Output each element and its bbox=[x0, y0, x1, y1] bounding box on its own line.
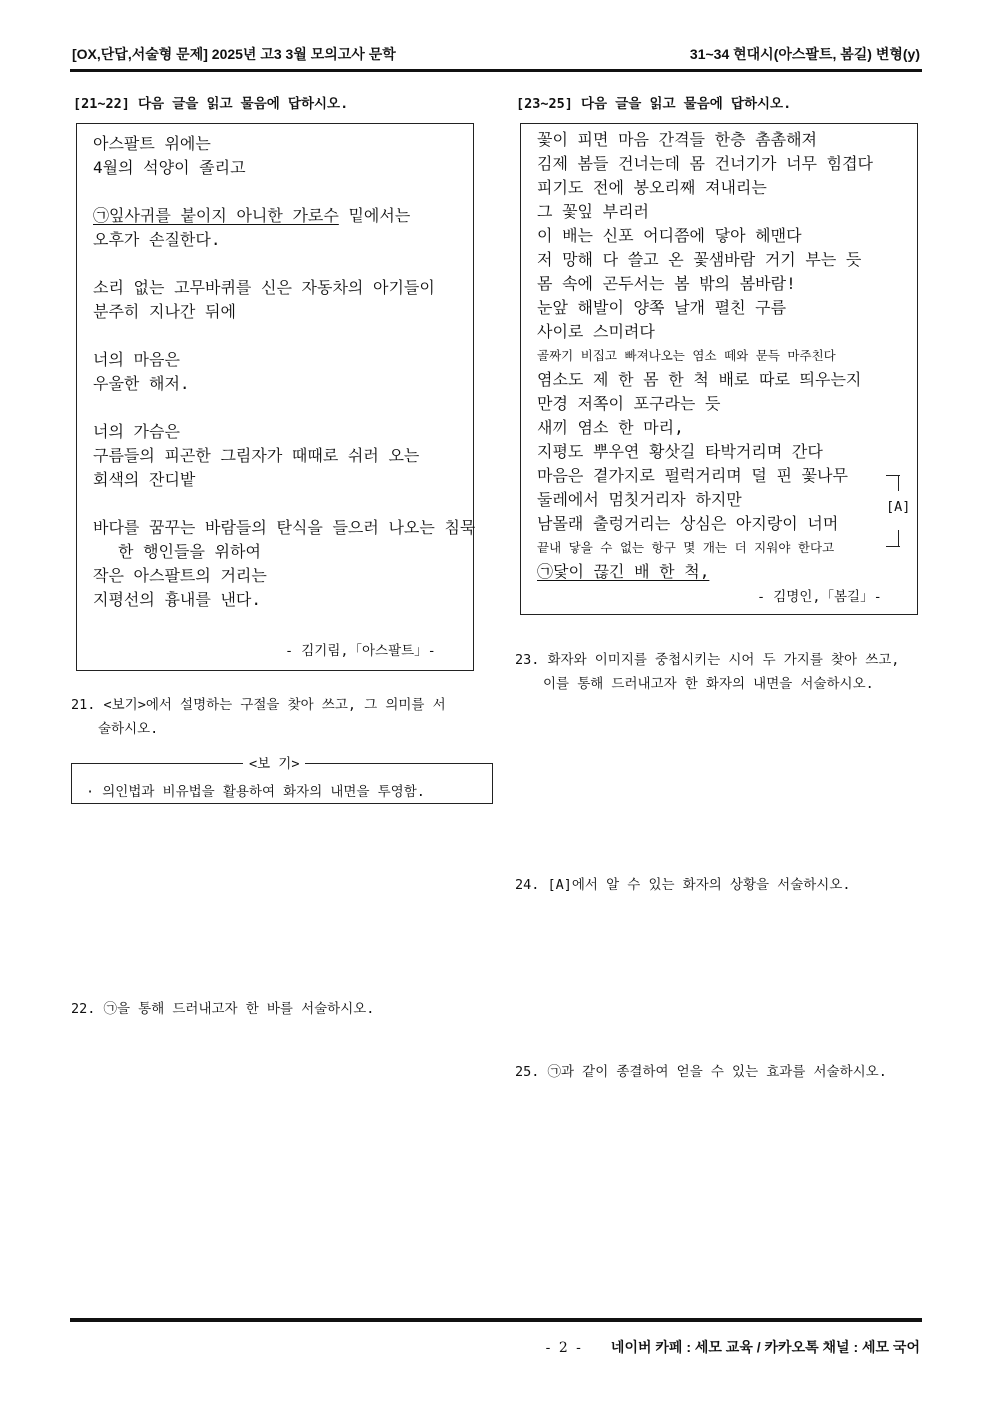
header-subtitle: 31~34 현대시(아스팔트, 봄길) 변형(y) bbox=[689, 46, 920, 62]
poem-line: 너의 가슴은 bbox=[93, 422, 180, 441]
poem-line: 한 행인들을 위하여 bbox=[118, 542, 261, 561]
poem-line: 끝내 닿을 수 없는 항구 몇 개는 더 지워야 한다고 bbox=[537, 540, 835, 555]
poem-line: 염소도 제 한 몸 한 척 배로 따로 띄우는지 bbox=[537, 370, 862, 389]
question-23-line1: 23. 화자와 이미지를 중첩시키는 시어 두 가지를 찾아 쓰고, bbox=[515, 652, 900, 668]
question-24: 24. [A]에서 알 수 있는 화자의 상황을 서술하시오. bbox=[515, 877, 851, 893]
page-footer bbox=[546, 1337, 920, 1357]
poem-line: 지평도 뿌우연 황삿길 타박거리며 간다 bbox=[537, 442, 823, 461]
bogi-text: · 의인법과 비유법을 활용하여 화자의 내면을 투영함. bbox=[86, 784, 425, 800]
poem-line: 소리 없는 고무바퀴를 신은 자동차의 아기들이 bbox=[93, 278, 435, 297]
header-title: [OX,단답,서술형 문제] 2025년 고3 3월 모의고사 문학 bbox=[72, 46, 396, 62]
header-rule bbox=[70, 69, 922, 72]
poem-line: 너의 마음은 bbox=[93, 350, 180, 369]
poem-line: 지평선의 흉내를 낸다. bbox=[93, 590, 262, 609]
bracket-label: [A] bbox=[886, 499, 911, 515]
bogi-title: <보 기> bbox=[243, 752, 305, 772]
question-23-line2: 이를 통해 드러내고자 한 화자의 내면을 서술하시오. bbox=[543, 676, 874, 692]
poem-line: 구름들의 피곤한 그림자가 때때로 쉬러 오는 bbox=[93, 446, 420, 465]
poem-line: 분주히 지나간 뒤에 bbox=[93, 302, 236, 321]
footer-rule bbox=[70, 1318, 922, 1322]
poem-line: 김제 봄들 건너는데 몸 건너기가 너무 힘겹다 bbox=[537, 154, 874, 173]
poem-line: 이 배는 신포 어디쯤에 닿아 헤맨다 bbox=[537, 226, 802, 245]
poem-line: 눈앞 해발이 양쪽 날개 펼친 구름 bbox=[537, 298, 787, 317]
poem-line: 그 꽃잎 부리러 bbox=[537, 202, 650, 221]
marked-phrase: ㉠잎사귀를 붙이지 아니한 가로수 bbox=[93, 206, 339, 225]
poem-line: 바다를 꿈꾸는 바람들의 탄식을 들으러 나오는 침묵 bbox=[93, 518, 476, 537]
bracket-lower bbox=[898, 530, 899, 546]
section-left-title: [21~22] 다음 글을 읽고 물음에 답하시오. bbox=[73, 96, 349, 112]
poem-line: 피기도 전에 봉오리째 져내리는 bbox=[537, 178, 767, 197]
poem-line-rest: 밑에서는 bbox=[338, 206, 411, 225]
poem-line: 둘레에서 멈칫거리자 하지만 bbox=[537, 490, 742, 509]
page-number: - 2 - bbox=[545, 1340, 583, 1356]
poem-line: 작은 아스팔트의 거리는 bbox=[93, 566, 267, 585]
question-21-line2: 술하시오. bbox=[98, 721, 159, 737]
poem-line: 사이로 스미려다 bbox=[537, 322, 655, 341]
poem-line: 회색의 잔디밭 bbox=[93, 470, 196, 489]
question-22: 22. ㉠을 통해 드러내고자 한 바를 서술하시오. bbox=[71, 1001, 375, 1017]
poem-line: 저 망해 다 쓸고 온 꽃샘바람 거기 부는 듯 bbox=[537, 250, 862, 269]
question-21-line1: 21. <보기>에서 설명하는 구절을 찾아 쓰고, 그 의미를 서 bbox=[71, 697, 446, 713]
poem-line: 아스팔트 위에는 bbox=[93, 134, 211, 153]
poem-line: 오후가 손질한다. bbox=[93, 230, 221, 249]
poem-line: 4월의 석양이 졸리고 bbox=[93, 158, 246, 177]
marked-phrase: ㉠닻이 끊긴 배 한 척, bbox=[537, 562, 710, 581]
question-25: 25. ㉠과 같이 종결하여 얻을 수 있는 효과를 서술하시오. bbox=[515, 1064, 887, 1080]
poem-line bbox=[537, 562, 709, 582]
poem-line: 우울한 해저. bbox=[93, 374, 190, 393]
poem-attribution: - 김명인,「봄길」- bbox=[757, 589, 882, 605]
poem-line: 마음은 곁가지로 펄럭거리며 덜 핀 꽃나무 bbox=[537, 466, 848, 485]
poem-attribution: - 김기림,「아스팔트」- bbox=[285, 643, 436, 659]
poem-line: 꽃이 피면 마음 간격들 한층 촘촘해져 bbox=[537, 130, 818, 149]
poem-line: 새끼 염소 한 마리, bbox=[537, 418, 684, 437]
bracket-upper bbox=[898, 475, 899, 491]
page-header bbox=[70, 44, 922, 66]
footer-text: 네이버 카페 : 세모 교육 / 카카오톡 채널 : 세모 국어 bbox=[610, 1339, 920, 1355]
poem-line: 골짜기 비집고 빠져나오는 염소 떼와 문득 마주친다 bbox=[537, 348, 836, 363]
poem-line: 남몰래 출렁거리는 상심은 아지랑이 너머 bbox=[537, 514, 839, 533]
poem-line: 몸 속에 곤두서는 봄 밖의 봄바람! bbox=[537, 274, 796, 293]
section-right-title: [23~25] 다음 글을 읽고 물음에 답하시오. bbox=[516, 96, 792, 112]
poem-line bbox=[93, 206, 410, 226]
bracket-bottom-tick bbox=[886, 546, 900, 547]
poem-line: 만경 저쪽이 포구라는 듯 bbox=[537, 394, 721, 413]
